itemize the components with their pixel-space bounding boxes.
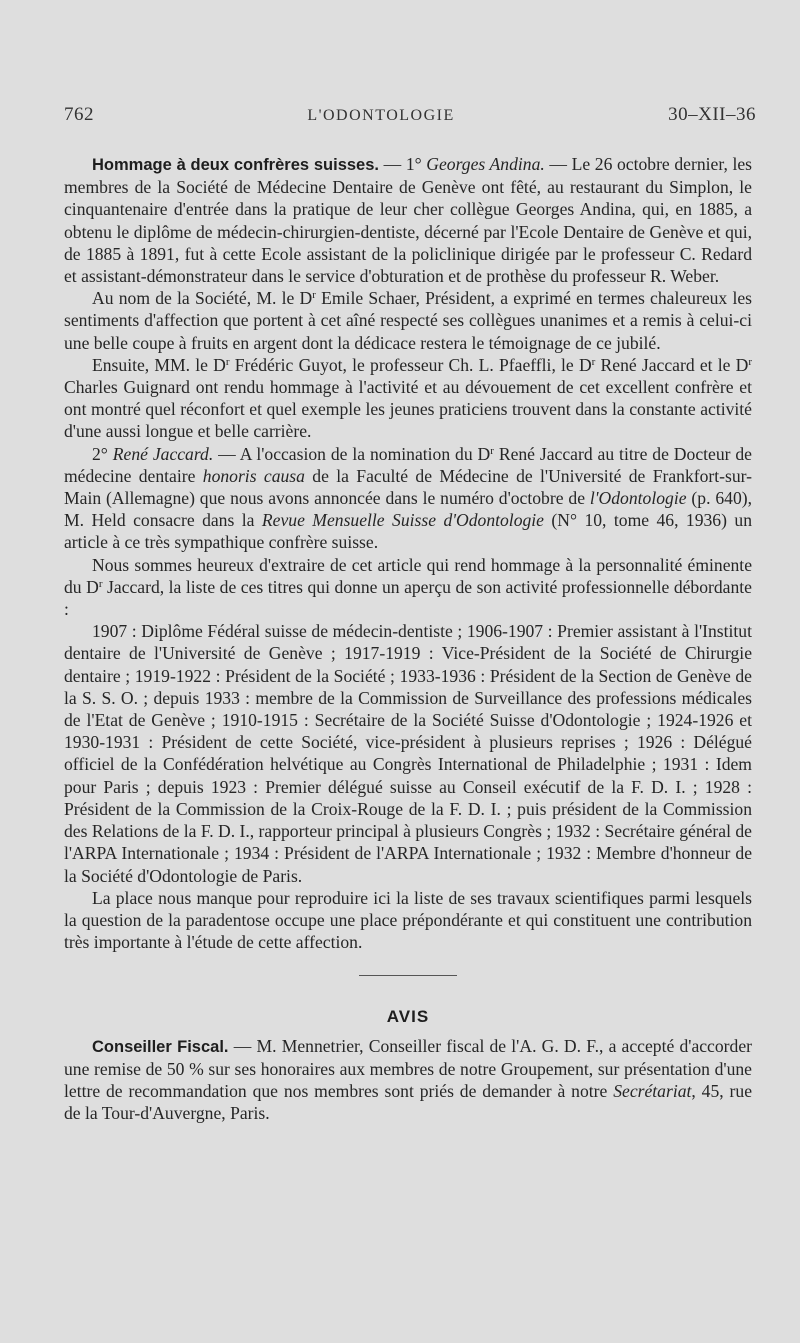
superscript: r xyxy=(98,577,103,590)
paragraph-7: La place nous manque pour reproduire ici la liste de ses travaux scientifiques parmi lesquels la question de la paradentose occupe une place prépondérante et qui constituent une contribution très importante à l'étude de cette affection. xyxy=(64,887,752,953)
article-heading: Hommage à deux confrères suisses. xyxy=(92,156,379,174)
superscript: r xyxy=(225,355,230,368)
paragraph-5 xyxy=(64,554,752,621)
avis-heading: AVIS xyxy=(386,1007,430,1027)
italic-term: l'Odontologie xyxy=(589,488,687,509)
issue-date: 30–XII–36 xyxy=(668,104,756,125)
paragraph-1: Hommage à deux confrères suisses. — 1° Georges Andina. — Le 26 octobre dernier, les membres de la Société de Médecine Dentaire de Genève ont fêté, au restaurant du Simplon, le cinquantenaire d'entrée dans la pratique de leur cher collègue Georges Andina, qui, en 1885, a obtenu le diplôme de médecin-chirurgien-dentiste, décerné par l'Ecole Dentaire de Genève et qui, de 1885 à 1891, fut à cette Ecole assistant de la policlinique dirigée par le professeur C. Redard et assistant-démonstrateur dans le service d'obturation et de prothèse du professeur R. Weber. xyxy=(64,154,753,287)
section-2-number: 2° xyxy=(92,443,108,464)
text-span: , 45, rue de la Tour-d'Auvergne, Paris. xyxy=(64,1080,753,1124)
text-span: (p. 640), M. Held consacre dans la xyxy=(64,488,753,531)
section-divider xyxy=(359,975,457,976)
text-span: René Jaccard et le D xyxy=(595,354,749,375)
paragraph-4 xyxy=(64,443,752,554)
avis-paragraph xyxy=(64,1035,752,1125)
section-1-number: 1° xyxy=(405,154,422,174)
italic-term: Revue Mensuelle Suisse d'Odontologie xyxy=(261,510,544,531)
text-span: René Jaccard au titre de Docteur de médecine dentaire xyxy=(64,443,752,486)
text-span: (N° 10, tome 46, 1936) un article à ce très sympathique confrère suisse. xyxy=(64,510,752,553)
paragraph-3 xyxy=(64,354,752,443)
superscript: r xyxy=(312,289,316,302)
text-span: Emile Schaer, Président, a exprimé en termes chaleureux les sentiments d'affection que portent à cet aîné respecté ses collègues unanimes et a remis à celui-ci une belle coupe à fruits en argent dont la dédicace restera le témoignage de ce jubilé. xyxy=(64,288,752,353)
running-header xyxy=(64,104,756,126)
text-span: — M. Mennetrier, Conseiller fiscal de l'A. G. D. F., a accepté d'accorder une remise de 50 % sur ses honoraires aux membres de notre Groupement, sur présentation d'une lettre de recommandation que nos membres sont priés de demander à notre xyxy=(64,1035,752,1101)
article-body xyxy=(64,153,752,1124)
text-span: de la Faculté de Médecine de l'Université de Frankfort-sur-Main (Allemagne) que nous avons annoncée dans le numéro d'octobre de xyxy=(64,465,753,509)
italic-term: Secrétariat xyxy=(613,1080,692,1101)
text-span: Au nom de la Société, M. le D xyxy=(92,288,313,309)
section-2-name: René Jaccard. xyxy=(112,443,214,464)
journal-title: L'ODONTOLOGIE xyxy=(307,107,455,124)
paragraph-6: 1907 : Diplôme Fédéral suisse de médecin-dentiste ; 1906-1907 : Premier assistant à l'Institut dentaire de l'Université de Genève ; 1917-1919 : Vice-Président de la Société de Chirurgie dentaire ; 1919-1922 : Président de la Société ; 1933-1936 : Président de la Section de Genève de la S. S. O. ; depuis 1933 : membre de la Commission de Surveillance des professions médicales de l'Etat de Genève ; 1910-1915 : Secrétaire de la Société Suisse d'Odontologie ; 1924-1926 et 1930-1931 : Président de cette Société, vice-président à plusieurs reprises ; 1926 : Délégué officiel de la Confédération helvétique au Congrès International de Philadelphie ; 1931 : Idem pour Paris ; depuis 1923 : Premier délégué suisse au Conseil exécutif de la F. D. I. ; 1928 : Président de la Commission de la Croix-Rouge de la F. D. I. ; puis président de la Commission des Relations de la F. D. I., rapporteur principal à plusieurs Congrès ; 1932 : Secrétaire général de l'ARPA Internationale ; 1934 : Président de l'ARPA Internationale ; 1932 : Membre d'honneur de la Société d'Odontologie de Paris. xyxy=(64,621,752,886)
superscript: r xyxy=(748,355,752,368)
page-number: 762 xyxy=(64,104,94,125)
paragraph-1-text: Le 26 octobre dernier, les membres de la Société de Médecine Dentaire de Genève ont fêté, au restaurant du Simplon, le cinquantenaire d'entrée dans la pratique de leur cher collègue Georges Andina, qui, en 1885, a obtenu le diplôme de médecin-chirurgien-dentiste, décerné par l'Ecole Dentaire de Genève et qui, de 1885 à 1891, fut à cette Ecole assistant de la policlinique dirigée par le professeur C. Redard et assistant-démonstrateur dans le service d'obturation et de prothèse du professeur R. Weber. xyxy=(64,154,753,287)
text-span: Frédéric Guyot, le professeur Ch. L. Pfaeffli, le D xyxy=(229,354,592,375)
text-span: Jaccard, la liste de ces titres qui donne un aperçu de son activité professionnelle débordante : xyxy=(64,576,752,620)
superscript: r xyxy=(591,355,596,368)
text-span: — A l'occasion de la nomination du D xyxy=(213,443,491,464)
superscript: r xyxy=(490,444,494,457)
italic-term: honoris causa xyxy=(202,465,305,486)
text-span: Charles Guignard ont rendu hommage à l'activité et au dévouement de cet excellent confrère et ont montré quel réconfort et quel exemple les jeunes praticiens trouvent dans la constante activité d'une aussi longue et belle carrière. xyxy=(64,377,752,442)
paragraph-2 xyxy=(64,287,752,354)
avis-lead: Conseiller Fiscal. xyxy=(92,1037,229,1056)
text-span: Nous sommes heureux d'extraire de cet article qui rend hommage à la personnalité éminente du D xyxy=(64,554,752,597)
text-span: Ensuite, MM. le D xyxy=(92,354,226,375)
section-1-name: Georges Andina. xyxy=(426,154,545,174)
